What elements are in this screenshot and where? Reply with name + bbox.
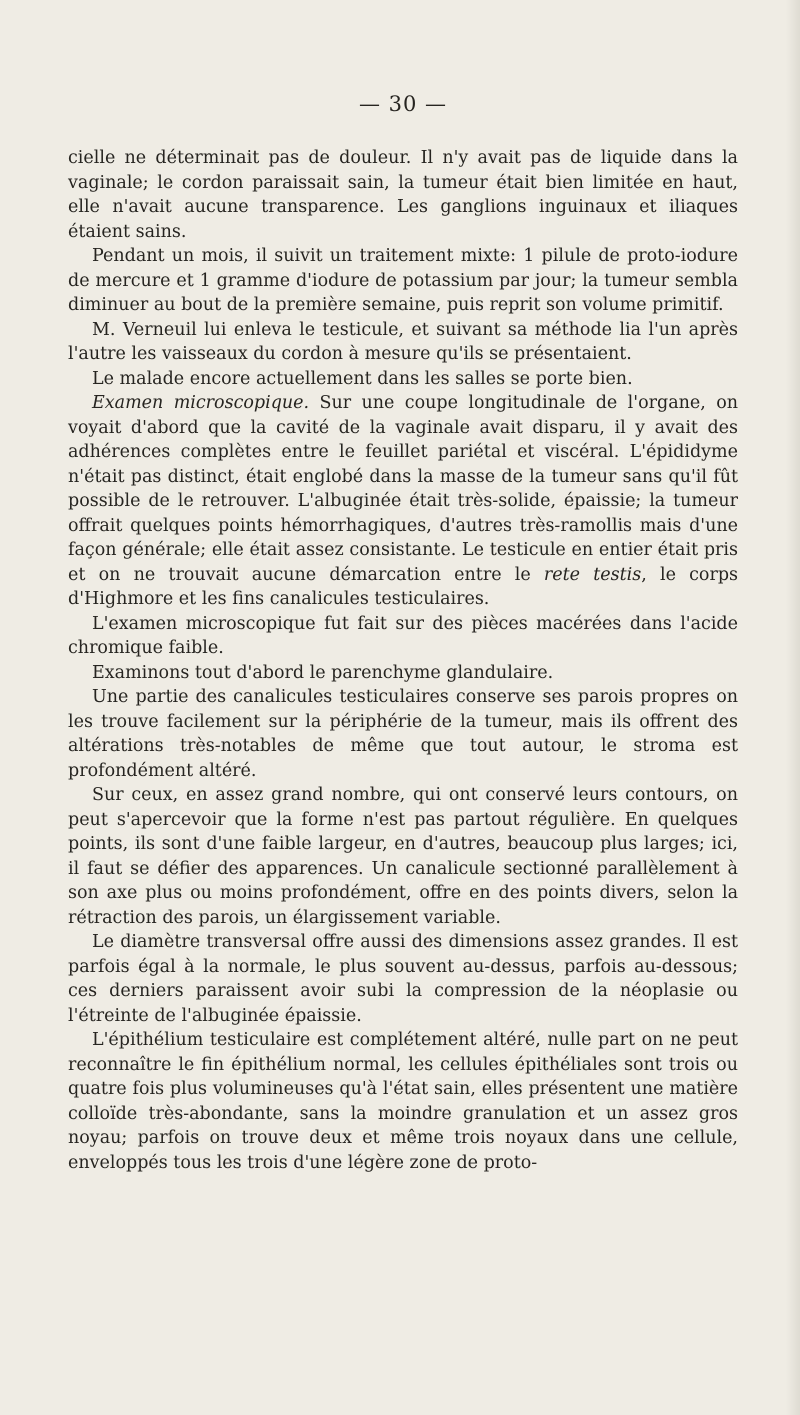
paragraph-text: Sur une coupe longitudinale de l'organe, on voyait d'abord que la cavité de la vaginale avait disparu, il y avait des adhérences complètes entre le feuillet pariétal et viscéral. L'épididyme n'était pas distinct, était englobé dans la masse de la tumeur sans qu'il fût possible de le retrouver. L'albuginée était très-solide, épaissie; la tumeur offrait quelques points hémorrhagiques, d'autres très-ramollis mais d'une façon générale; elle était assez consistante. Le testicule en entier était pris et on ne trouvait aucune démarcation entre le (68, 393, 739, 585)
paragraph: L'examen microscopique fut fait sur des pièces macérées dans l'acide chromique faible. (68, 613, 738, 658)
paragraph: Une partie des canalicules testiculaires conserve ses parois propres on les trouve facilement sur la périphérie de la tumeur, mais ils offrent des altérations très-notables de même que tout autour, le stroma est profondément altéré. (68, 687, 738, 781)
paragraph: Examinons tout d'abord le parenchyme glandulaire. (92, 662, 554, 683)
paragraph: Le malade encore actuellement dans les salles se porte bien. (92, 368, 633, 389)
paragraph: Pendant un mois, il suivit un traitement mixte: 1 pilule de proto-iodure de mercure et 1 gramme d'iodure de potassium par jour; la tumeur sembla diminuer au bout de la première semaine, puis reprit son volume primitif. (68, 246, 738, 315)
paragraph: Sur ceux, en assez grand nombre, qui ont conservé leurs contours, on peut s'apercevoir que la forme n'est pas partout régulière. En quelques points, ils sont d'une faible largeur, en d'autres, beaucoup plus larges; ici, il faut se défier des apparences. Un canalicule sectionné parallèlement à son axe plus ou moins profondément, offre en des points divers, selon la rétraction des parois, un élargissement variable. (68, 785, 738, 928)
body-text (68, 146, 738, 1175)
paragraph (68, 391, 738, 612)
paragraph: L'épithélium testiculaire est complétement altéré, nulle part on ne peut reconnaître le fin épithélium normal, les cellules épithéliales sont trois ou quatre fois plus volumineuses qu'à l'état sain, elles présentent une matière colloïde très-abondante, sans la moindre granulation et un assez gros noyau; parfois on trouve deux et même trois noyaux dans une cellule, enveloppés tous les trois d'une légère zone de proto- (68, 1030, 738, 1173)
paragraph: cielle ne déterminait pas de douleur. Il n'y avait pas de liquide dans la vaginale; le cordon paraissait sain, la tumeur était bien limitée en haut, elle n'avait aucune transparence. Les ganglions inguinaux et iliaques étaient sains. (68, 148, 738, 242)
paragraph: Le diamètre transversal offre aussi des dimensions assez grandes. Il est parfois égal à la normale, le plus souvent au-dessus, parfois au-dessous; ces derniers paraissent avoir subi la compression de la néoplasie ou l'étreinte de l'albuginée épaissie. (68, 932, 738, 1026)
italic-term: rete testis (543, 564, 642, 585)
paragraph: M. Verneuil lui enleva le testicule, et suivant sa méthode lia l'un après l'autre les vaisseaux du cordon à mesure qu'ils se présentaient. (68, 319, 738, 364)
page-edge-shadow (786, 0, 800, 1415)
paragraph-text: , le corps d'Highmore et les fins canalicules testiculaires. (68, 564, 739, 609)
page-number-header: — 30 — (358, 92, 448, 116)
section-heading-italic: Examen microscopique. (92, 393, 310, 413)
